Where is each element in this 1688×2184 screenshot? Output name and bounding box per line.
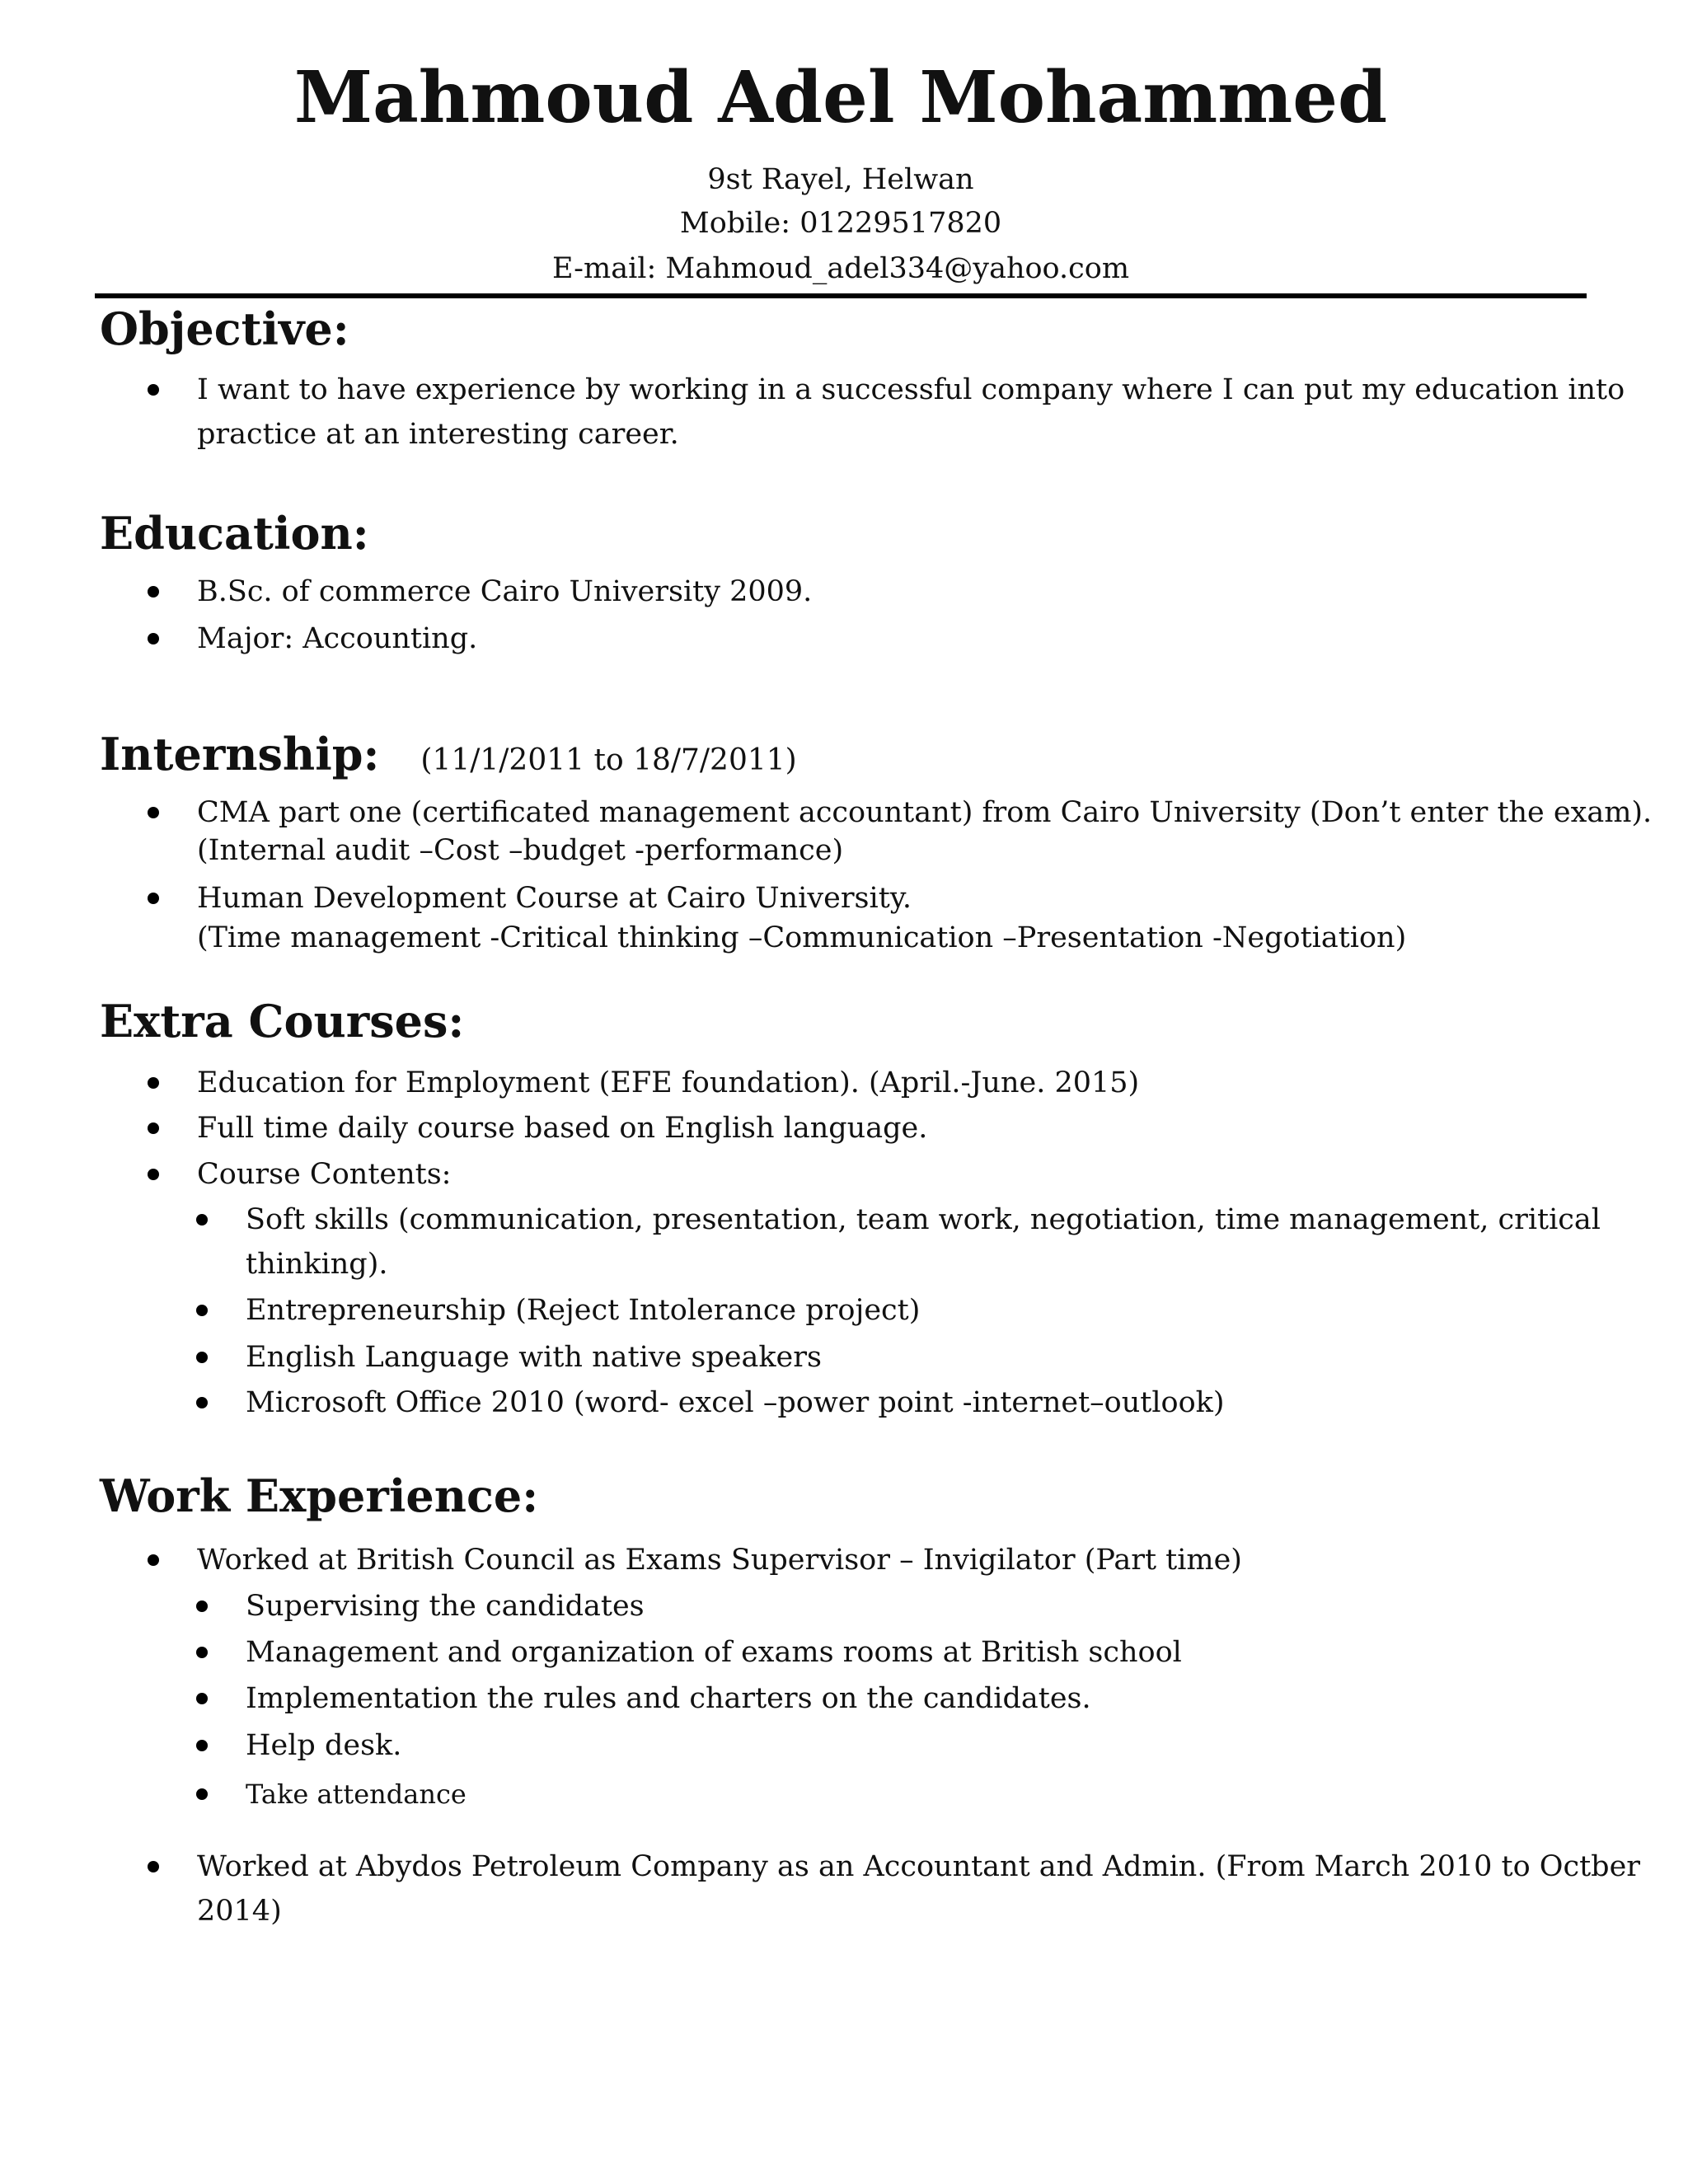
objective-heading: Objective: — [100, 302, 349, 355]
job-duty-item: Implementation the rules and charters on the candidates. — [246, 1682, 1091, 1715]
internship-dates: (11/1/2011 to 18/7/2011) — [420, 743, 797, 777]
mobile: Mobile: 01229517820 — [679, 207, 1002, 240]
work-experience-heading: Work Experience: — [100, 1469, 539, 1522]
education-item: Major: Accounting. — [197, 622, 478, 655]
objective-item: I want to have experience by working in a successful company where I can put my education into practice at an interesting career. — [197, 373, 1625, 451]
extra-course-item: Education for Employment (EFE foundation). (April.-June. 2015) — [197, 1066, 1140, 1099]
header-divider — [95, 293, 1587, 298]
job-duty-item: Help desk. — [246, 1729, 402, 1762]
course-content-item: English Language with native speakers — [246, 1341, 822, 1374]
internship-item: Human Development Course at Cairo University. (Time management -Critical thinking –Communication –Presentation -Negotiation) — [197, 882, 1407, 954]
extra-courses-heading: Extra Courses: — [100, 995, 465, 1047]
course-content-item: Entrepreneurship (Reject Intolerance project) — [246, 1294, 921, 1327]
candidate-name: Mahmoud Adel Mohammed — [293, 56, 1388, 139]
internship-item: CMA part one (certificated management accountant) from Cairo University (Don’t enter the exam). (Internal audit –Cost –budget -performance) — [197, 796, 1653, 867]
job-duty-item: Management and organization of exams rooms at British school — [246, 1636, 1182, 1669]
email: E-mail: Mahmoud_adel334@yahoo.com — [551, 252, 1130, 285]
job-duty-item: Supervising the candidates — [246, 1590, 645, 1623]
education-item: B.Sc. of commerce Cairo University 2009. — [197, 575, 813, 608]
education-heading: Education: — [100, 507, 369, 560]
work-experience-item: Worked at Abydos Petroleum Company as an Accountant and Admin. (From March 2010 to Octber 2014) — [197, 1850, 1641, 1928]
course-content-item: Microsoft Office 2010 (word- excel –power point -internet–outlook) — [246, 1386, 1225, 1419]
extra-course-item: Full time daily course based on English language. — [197, 1112, 928, 1145]
job-duty-item: Take attendance — [246, 1779, 467, 1810]
extra-course-item: Course Contents: — [197, 1158, 452, 1191]
internship-heading: Internship: (11/1/2011 to 18/7/2011) — [100, 728, 797, 780]
work-experience-item: Worked at British Council as Exams Supervisor – Invigilator (Part time) — [197, 1544, 1242, 1577]
course-content-item: Soft skills (communication, presentation, team work, negotiation, time management, critical thinking). — [246, 1203, 1601, 1281]
address: 9st Rayel, Helwan — [707, 163, 974, 196]
